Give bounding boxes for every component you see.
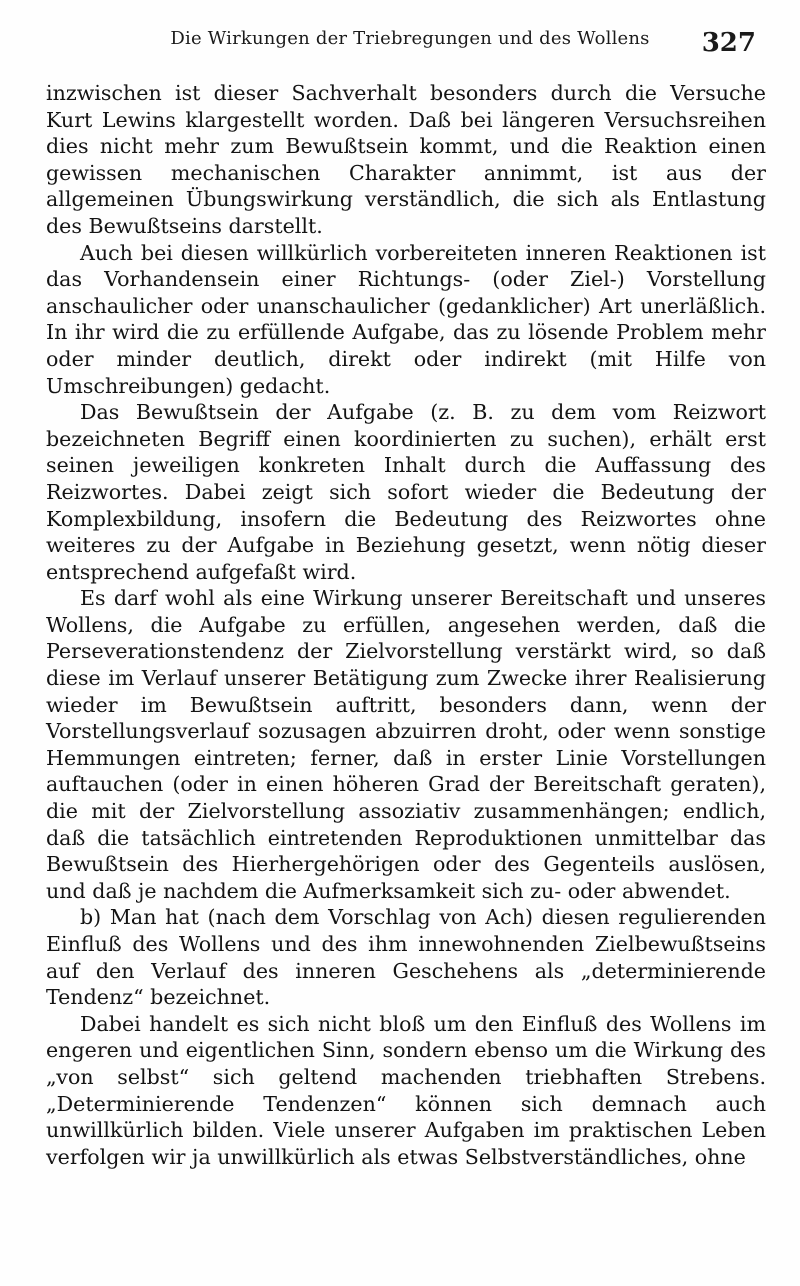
running-title: Die Wirkungen der Triebregungen und des Wollens [170, 28, 650, 49]
paragraph: inzwischen ist dieser Sachverhalt besonders durch die Versuche Kurt Lewins klargestellt worden. Daß bei längeren Versuchsreihen dies nicht mehr zum Bewußtsein kommt, und die Reaktion einen gewissen mechanischen Charakter annimmt, ist aus der allgemeinen Übungswirkung verständlich, die sich als Entlastung des Bewußtseins darstellt. [46, 81, 766, 238]
running-header [64, 28, 756, 64]
paragraph: b) Man hat (nach dem Vorschlag von Ach) diesen regulierenden Einfluß des Wollens und des ihm innewohnenden Zielbewußtseins auf den Verlauf des inneren Geschehens als „determinierende Tendenz“ bezeichnet. [46, 905, 766, 1010]
paragraph: Es darf wohl als eine Wirkung unserer Bereitschaft und unseres Wollens, die Aufgabe zu erfüllen, angesehen werden, daß die Perseverationstendenz der Zielvorstellung verstärkt wird, so daß diese im Verlauf unserer Betätigung zum Zwecke ihrer Realisierung wieder im Bewußtsein auftritt, besonders dann, wenn der Vorstellungsverlauf sozusagen abzuirren droht, oder wenn sonstige Hemmungen eintreten; ferner, daß in erster Linie Vorstellungen auftauchen (oder in einen höheren Grad der Bereitschaft geraten), die mit der Zielvorstellung assoziativ zusammenhängen; endlich, daß die tatsächlich eintretenden Reproduktionen unmittelbar das Bewußtsein des Hierhergehörigen oder des Gegenteils auslösen, und daß je nachdem die Aufmerksamkeit sich zu- oder abwendet. [46, 586, 766, 903]
paragraph: Das Bewußtsein der Aufgabe (z. B. zu dem vom Reizwort bezeichneten Begriff einen koordinierten zu suchen), erhält erst seinen jeweiligen konkreten Inhalt durch die Auffassung des Reizwortes. Dabei zeigt sich sofort wieder die Bedeutung der Komplexbildung, insofern die Bedeutung des Reizwortes ohne weiteres zu der Aufgabe in Beziehung gesetzt, wenn nötig dieser entsprechend aufgefaßt wird. [46, 400, 766, 584]
paragraph: Auch bei diesen willkürlich vorbereiteten inneren Reaktionen ist das Vorhandensein einer Richtungs- (oder Ziel-) Vorstellung anschaulicher oder unanschaulicher (gedanklicher) Art unerläßlich. In ihr wird die zu erfüllende Aufgabe, das zu lösende Problem mehr oder minder deutlich, direkt oder indirekt (mit Hilfe von Umschreibungen) gedacht. [46, 240, 766, 398]
page-number: 327 [701, 28, 756, 58]
paragraph: Dabei handelt es sich nicht bloß um den Einfluß des Wollens im engeren und eigentlichen Sinn, sondern ebenso um die Wirkung des „von selbst“ sich geltend machenden triebhaften Strebens. „Determinierende Tendenzen“ können sich demnach auch unwillkürlich bilden. Viele unserer Aufgaben im praktischen Leben verfolgen wir ja unwillkürlich als etwas Selbstverständliches, ohne [46, 1011, 766, 1169]
body-text [46, 80, 766, 1170]
